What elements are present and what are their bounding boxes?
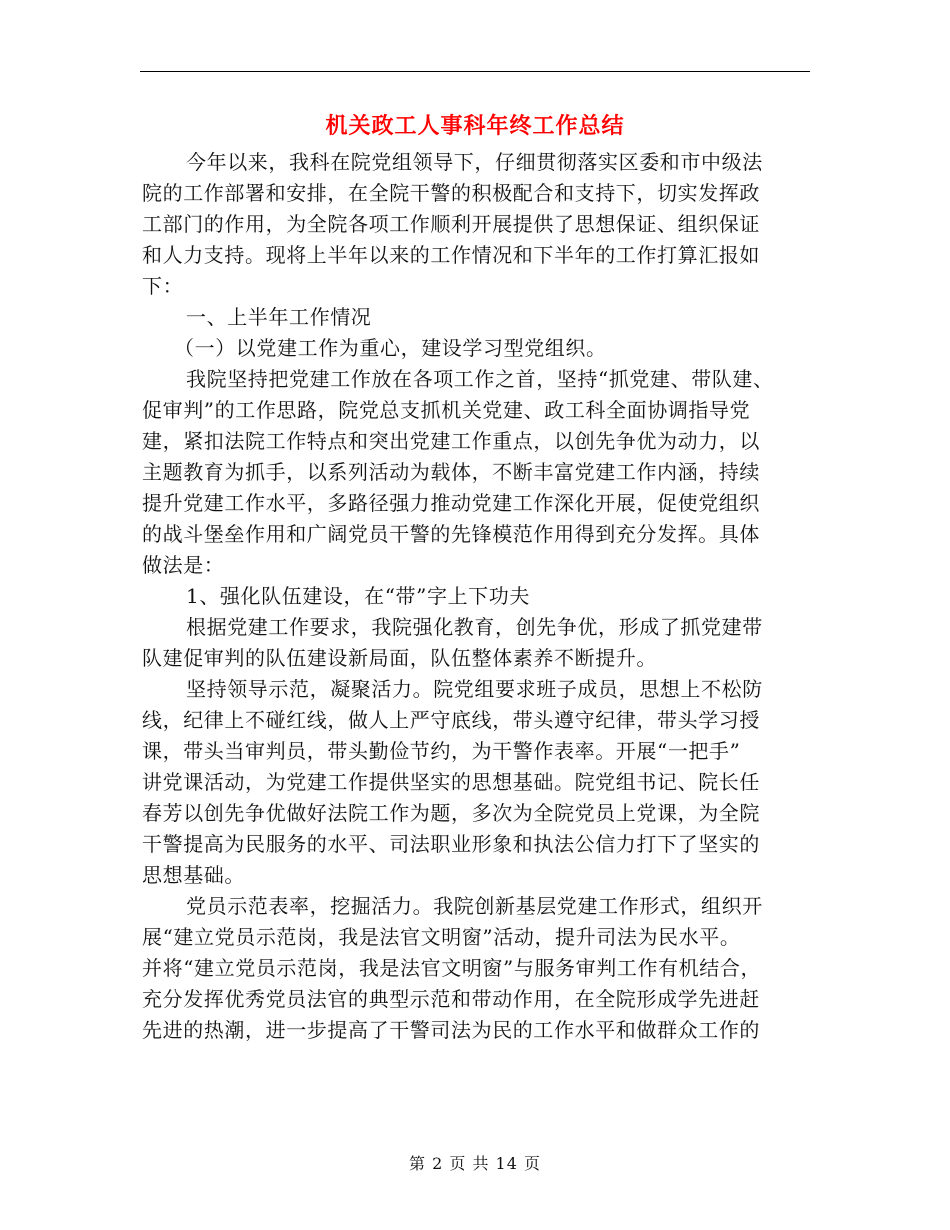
body-text-line: （一）以党建工作为重心，建设学习型党组织。 [174,336,607,360]
body-text-line: 并将“建立党员示范岗，我是法官文明窗”与服务审判工作有机结合， [142,956,762,980]
body-text-line: 党员示范表率，挖掘活力。我院创新基层党建工作形式，组织开 [186,894,763,918]
body-text-line: 充分发挥优秀党员法官的典型示范和带动作用，在全院形成学先进赶 [142,987,760,1011]
body-text-line: 先进的热潮，进一步提高了干警司法为民的工作水平和做群众工作的 [142,1018,760,1042]
header-rule [140,71,810,72]
body-text-line: 做法是： [142,553,225,577]
body-text-line: 1、强化队伍建设，在“带”字上下功夫 [186,584,530,608]
body-text-line: 根据党建工作要求，我院强化教育，创先争优，形成了抓党建带 [186,615,763,639]
body-text-line: 春芳以创先争优做好法院工作为题，多次为全院党员上党课，为全院 [142,801,760,825]
body-text-line: 展“建立党员示范岗，我是法官文明窗”活动，提升司法为民水平。 [142,925,741,949]
body-text-line: 队建促审判的队伍建设新局面，队伍整体素养不断提升。 [142,646,657,670]
body-text-line: 讲党课活动，为党建工作提供坚实的思想基础。院党组书记、院长任 [142,770,760,794]
body-text-line: 院的工作部署和安排，在全院干警的积极配合和支持下，切实发挥政 [142,181,760,205]
body-text-line: 一、上半年工作情况 [186,305,372,329]
body-text-line: 下： [142,274,184,298]
body-text-line: 坚持领导示范，凝聚活力。院党组要求班子成员，思想上不松防 [186,677,763,701]
body-text-line: 线，纪律上不碰红线，做人上严守底线，带头遵守纪律，带头学习授 [142,708,760,732]
body-text-line: 思想基础。 [142,863,245,887]
body-text-line: 和人力支持。现将上半年以来的工作情况和下半年的工作打算汇报如 [142,243,760,267]
body-text-line: 课，带头当审判员，带头勤俭节约，为干警作表率。开展“一把手” [142,739,741,763]
body-text-line: 建，紧扣法院工作特点和突出党建工作重点，以创先争优为动力，以 [142,429,760,453]
page-number-footer: 第 2 页 共 14 页 [409,1154,541,1173]
body-text-line: 我院坚持把党建工作放在各项工作之首，坚持“抓党建、带队建、 [186,367,774,391]
body-text-line: 今年以来，我科在院党组领导下，仔细贯彻落实区委和市中级法 [186,150,763,174]
body-text-line: 的战斗堡垒作用和广阔党员干警的先锋模范作用得到充分发挥。具体 [142,522,760,546]
body-text-line: 提升党建工作水平，多路径强力推动党建工作深化开展，促使党组织 [142,491,760,515]
document-body [142,147,810,1046]
body-text-line: 干警提高为民服务的水平、司法职业形象和执法公信力打下了坚实的 [142,832,760,856]
document-title: 机关政工人事科年终工作总结 [325,113,625,139]
body-text-line: 工部门的作用，为全院各项工作顺利开展提供了思想保证、组织保证 [142,212,760,236]
body-text-line: 主题教育为抓手，以系列活动为载体，不断丰富党建工作内涵，持续 [142,460,760,484]
body-text-line: 促审判”的工作思路，院党总支抓机关党建、政工科全面协调指导党 [142,398,751,422]
